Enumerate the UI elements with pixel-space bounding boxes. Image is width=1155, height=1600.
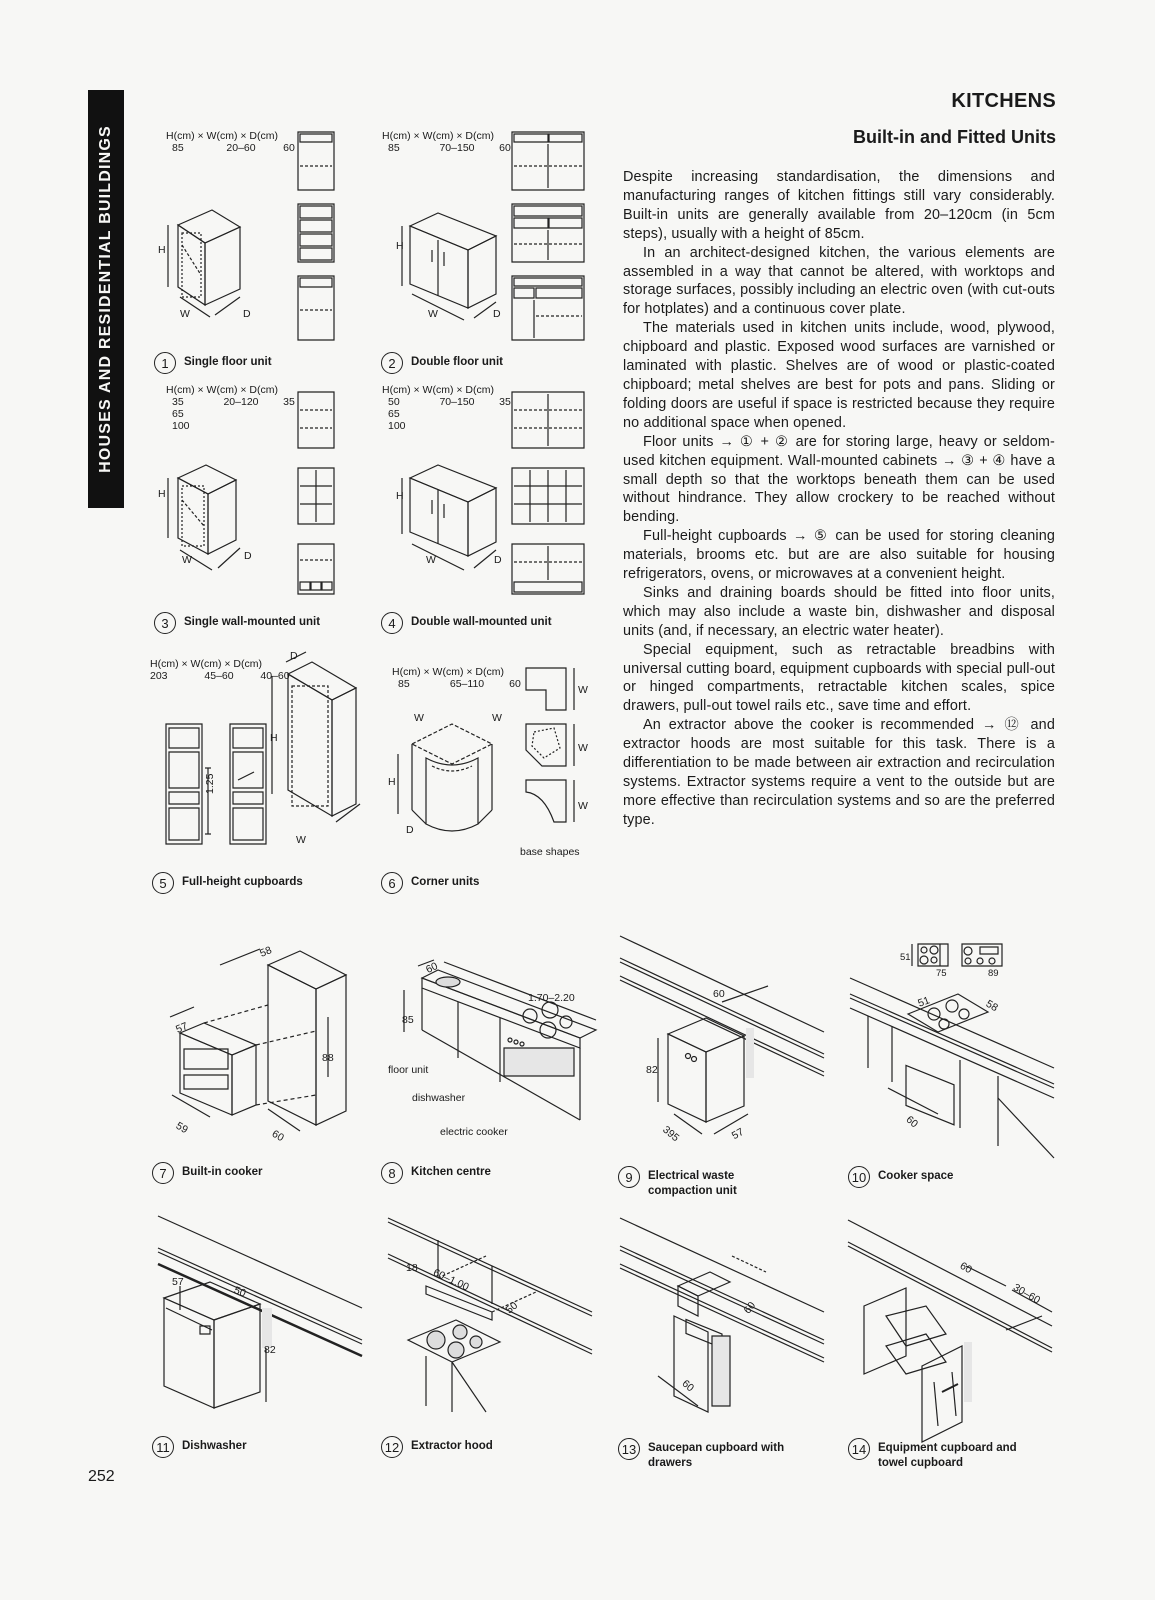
dimension-table (382, 384, 520, 432)
axis-label: H (396, 240, 404, 252)
figure-caption-text: Dishwasher (182, 1440, 247, 1452)
dimension-label: 51 (900, 952, 911, 963)
axis-label: H (158, 488, 166, 500)
double-floor-unit-elevations-drawing (510, 130, 586, 350)
axis-label: W (428, 308, 438, 320)
dimension-label: 58 (258, 944, 274, 960)
dimension-label: 85 (402, 1014, 414, 1026)
dim-h: 65 (172, 408, 184, 420)
figure-caption (848, 1166, 953, 1188)
axis-label: W (492, 712, 502, 724)
dim-h: 203 (150, 670, 168, 682)
hob-plan-drawing (908, 942, 1028, 972)
double-wall-unit-isometric-drawing (398, 460, 508, 580)
paragraph: In an architect-designed kitchen, the various elements are assembled in a way that cannot be altered, with worktops and storage surfaces, possibly including an electric oven (with cut-outs for hotplates) and a continuous cover plate. (623, 244, 1055, 318)
dim-h: 85 (388, 142, 400, 154)
figure-caption (154, 612, 320, 634)
figure-number: 9 (618, 1166, 640, 1188)
dimension-label: 51 (916, 994, 932, 1010)
dimension-label: 30–60 (1010, 1281, 1043, 1307)
cooker-space-drawing (848, 978, 1058, 1178)
axis-label: H (158, 244, 166, 256)
figure-caption-text (648, 1438, 784, 1471)
body-text (623, 168, 1055, 830)
dimension-label: 57 (174, 1020, 190, 1036)
caption-line: drawers (648, 1457, 693, 1469)
dim-h: 85 (398, 678, 410, 690)
figure-caption-text: Single wall-mounted unit (184, 616, 321, 628)
dimension-label: 82 (264, 1344, 276, 1356)
dimension-label: 57 (729, 1125, 746, 1143)
dimension-label: 60 (269, 1127, 286, 1145)
dim-d: 60 (509, 678, 521, 690)
extractor-hood-drawing (386, 1216, 596, 1416)
caption-line: Electrical waste (648, 1170, 735, 1182)
paragraph: An extractor above the cooker is recommended → ⑫ and extractor hoods are most suitable for this task. There is a differentiation to be made between air extraction and recirculation systems. Extractor systems require a vent to the outside but are more effective than recirculation systems and so are the preferred type. (623, 717, 1055, 828)
caption-line: compaction unit (648, 1185, 737, 1197)
single-floor-unit-elevations-drawing (296, 130, 336, 350)
axis-label: D (243, 308, 251, 320)
figure-number: 3 (154, 612, 176, 634)
double-wall-unit-elevations-drawing (510, 390, 586, 600)
dimension-label: 58 (983, 997, 1000, 1015)
dim-w: 20–60 (226, 142, 256, 154)
figure-caption (381, 612, 552, 634)
page-subtitle: Built-in and Fitted Units (853, 127, 1056, 147)
dimension-label: 60 (713, 988, 725, 1000)
dimension-label: 60 (903, 1113, 921, 1131)
paragraph: Special equipment, such as retractable breadbins with universal cutting board, equipment cupboards with special pull-out or hinged compartments, retractable kitchen scales, spice drawers, pull-out towel rails etc., save time and effort. (623, 641, 1055, 715)
dimension-header: H(cm) × W(cm) × D(cm) (382, 130, 494, 142)
figure-caption-text: Full-height cupboards (182, 876, 303, 888)
dim-d: 35 (283, 396, 295, 408)
saucepan-cupboard-drawing (618, 1216, 828, 1416)
dim-w: 20–120 (223, 396, 259, 408)
figure-caption (152, 872, 303, 894)
dimension-label: 57 (172, 1276, 184, 1288)
dim-d: 60 (499, 142, 511, 154)
figure-number: 14 (848, 1438, 870, 1460)
figure-number: 12 (381, 1436, 403, 1458)
height-label: 1.25 (204, 773, 216, 794)
caption-line: Saucepan cupboard with (648, 1442, 785, 1454)
dimension-table (382, 130, 520, 154)
dim-d: 40–60 (260, 670, 290, 682)
dimension-label: 60 (957, 1259, 974, 1277)
figure-number: 5 (152, 872, 174, 894)
axis-label: D (406, 824, 414, 836)
corner-base-shapes-drawing (524, 664, 584, 834)
dimension-label: 89 (988, 968, 999, 979)
dim-h: 50 (388, 396, 400, 408)
paragraph: Sinks and draining boards should be fitted into floor units, which may also include a waste bin, dishwasher and disposal units (and, if necessary, an electric water heater). (623, 584, 1055, 639)
figure-caption (381, 872, 479, 894)
axis-label: D (493, 308, 501, 320)
axis-label: W (180, 308, 190, 320)
dimension-label: 18 (406, 1262, 418, 1274)
figure-caption (152, 1436, 247, 1458)
dim-w: 65–110 (449, 678, 485, 690)
axis-label: W (414, 712, 424, 724)
figure-caption (152, 1162, 263, 1184)
figure-caption-text (878, 1438, 1017, 1471)
figure-caption (154, 352, 272, 374)
figure-caption-text (648, 1166, 737, 1199)
axis-label: W (578, 684, 588, 696)
figure-caption-text: Corner units (411, 876, 480, 888)
figure-caption (381, 1162, 491, 1184)
page-title: KITCHENS (951, 90, 1056, 112)
figure-caption (381, 352, 503, 374)
component-label: electric cooker (440, 1126, 508, 1138)
dimension-label: 60–1.00 (431, 1266, 471, 1294)
dim-h: 100 (172, 420, 190, 432)
figure-caption (618, 1438, 784, 1471)
single-wall-unit-isometric-drawing (160, 460, 270, 580)
figure-caption (381, 1436, 493, 1458)
dimension-label: 60 (679, 1377, 697, 1395)
dimension-table (392, 666, 530, 690)
axis-label: W (578, 800, 588, 812)
figure-number: 1 (154, 352, 176, 374)
figure-number: 2 (381, 352, 403, 374)
figure-number: 8 (381, 1162, 403, 1184)
axis-label: W (578, 742, 588, 754)
figure-caption-text: Double wall-mounted unit (411, 616, 552, 628)
figure-caption-text: Kitchen centre (411, 1166, 491, 1178)
axis-label: D (244, 550, 252, 562)
dim-w: 45–60 (204, 670, 234, 682)
dimension-header: H(cm) × W(cm) × D(cm) (392, 666, 504, 678)
dimension-header: H(cm) × W(cm) × D(cm) (166, 130, 278, 142)
figure-number: 7 (152, 1162, 174, 1184)
single-floor-unit-isometric-drawing (160, 205, 270, 325)
waste-compaction-unit-drawing (618, 932, 828, 1145)
paragraph: Full-height cupboards → ⑤ can be used for storing cleaning materials, brooms etc. but are are also suitable for housing refrigerators, ovens, or microwaves at a convenient height. (623, 528, 1055, 583)
figure-caption (618, 1166, 737, 1199)
axis-label: W (426, 554, 436, 566)
dimension-label: 88 (322, 1052, 334, 1064)
equipment-towel-cupboard-drawing (846, 1206, 1056, 1436)
figure-number: 4 (381, 612, 403, 634)
dimension-header: H(cm) × W(cm) × D(cm) (382, 384, 494, 396)
paragraph: The materials used in kitchen units include, wood, plywood, chipboard and plastic. Exposed wood surfaces are varnished or laminated with plastic. Shelves are of wood or plastic-coated chipboard; metal shelves are best for pots and pans. Sliding or folding doors are useful if space is restricted because they require no additional space when opened. (623, 320, 1055, 431)
built-in-cooker-drawing (160, 945, 360, 1140)
section-side-tab-label: HOUSES AND RESIDENTIAL BUILDINGS (97, 125, 115, 473)
axis-label: D (494, 554, 502, 566)
dimension-label: 82 (646, 1064, 658, 1076)
component-label: dishwasher (412, 1092, 466, 1104)
figure-caption (848, 1438, 1017, 1471)
dimension-label: 60 (424, 960, 440, 976)
dishwasher-drawing (156, 1212, 366, 1412)
dimension-label: 75 (936, 968, 947, 979)
dim-w: 70–150 (439, 142, 475, 154)
figure-caption-text: Single floor unit (184, 356, 272, 368)
dimension-header: H(cm) × W(cm) × D(cm) (150, 658, 262, 670)
dim-d: 60 (283, 142, 295, 154)
figure-number: 11 (152, 1436, 174, 1458)
axis-label: H (388, 776, 396, 788)
dim-h: 85 (172, 142, 184, 154)
dim-h: 100 (388, 420, 406, 432)
axis-label: W (182, 554, 192, 566)
dimension-label: 59 (173, 1119, 190, 1137)
caption-line: Equipment cupboard and (878, 1442, 1017, 1454)
axis-label: H (270, 732, 278, 744)
paragraph: Floor units → ① + ② are for storing large, heavy or seldom-used kitchen equipment. Wall-mounted cabinets → ③ + ④ have a small depth so that the worktops beneath them can be used without hindrance. They allow crockery to be reached without bending. (623, 433, 1055, 526)
base-shapes-label: base shapes (520, 846, 580, 858)
page-number: 252 (88, 1468, 115, 1485)
figure-number: 13 (618, 1438, 640, 1460)
figure-number: 6 (381, 872, 403, 894)
figure-number: 10 (848, 1166, 870, 1188)
component-label: floor unit (388, 1064, 429, 1076)
dimension-label: 50 (503, 1299, 521, 1317)
dimension-label: 395 (660, 1123, 682, 1145)
dimension-table (166, 384, 304, 432)
single-wall-unit-elevations-drawing (296, 390, 336, 600)
dimension-table (166, 130, 304, 154)
dim-h: 65 (388, 408, 400, 420)
full-height-cupboards-drawing (164, 654, 364, 854)
figure-caption-text: Cooker space (878, 1170, 954, 1182)
dim-h: 35 (172, 396, 184, 408)
section-side-tab (88, 90, 124, 508)
dimension-label: 1.70–2.20 (528, 992, 575, 1004)
double-floor-unit-isometric-drawing (398, 208, 508, 328)
dimension-label: 60 (741, 1299, 759, 1317)
dimension-header: H(cm) × W(cm) × D(cm) (166, 384, 278, 396)
figure-caption-text: Double floor unit (411, 356, 503, 368)
paragraph: Despite increasing standardisation, the dimensions and manufacturing ranges of kitchen fittings still vary considerably. Built-in units are generally available from 20–120cm (in 5cm steps), usually with a height of 85cm. (623, 169, 1055, 242)
dim-d: 35 (499, 396, 511, 408)
dim-w: 70–150 (439, 396, 475, 408)
axis-label: D (290, 650, 298, 662)
kitchen-centre-drawing (400, 960, 600, 1130)
dimension-label: 50 (232, 1284, 248, 1300)
axis-label: W (296, 834, 306, 846)
figure-caption-text: Built-in cooker (182, 1166, 263, 1178)
figure-caption-text: Extractor hood (411, 1440, 493, 1452)
axis-label: H (396, 490, 404, 502)
caption-line: towel cupboard (878, 1457, 963, 1469)
